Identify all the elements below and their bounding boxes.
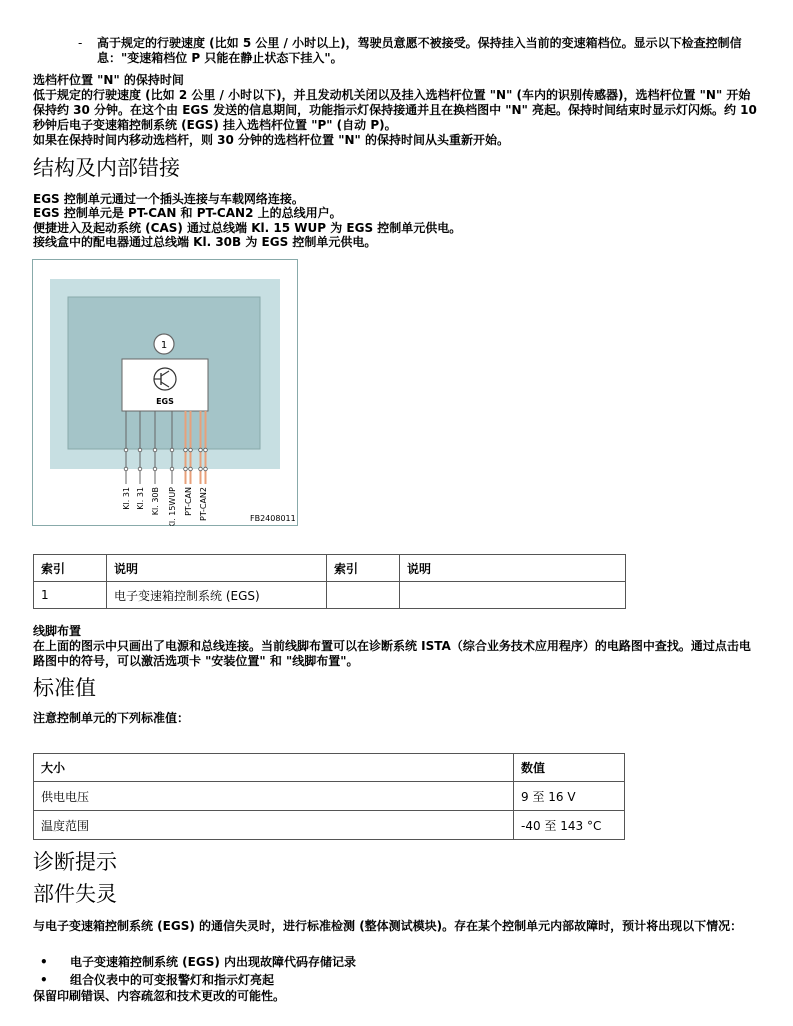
pin-label: PT-CAN2 <box>199 487 208 521</box>
hold-text-1: 低于规定的行驶速度 (比如 2 公里 / 小时以下)，并且发动机关闭以及挂入选档杆位置 "N" (车内的识别传感器)，选档杆位置 "N" 开始保持约 30 分钟。在这个由 EGS 发送的信息期间，功能指示灯保持接通并且在换档图中 "N" 亮起。保持时间结束时显示灯闪烁。约 10 秒钟后电子变速箱控制系统 (EGS) 挂入选档杆位置 "P" (自动 P)。 <box>33 88 757 132</box>
legend-table <box>33 554 626 609</box>
legend-cell <box>400 582 626 609</box>
pin-label: PT-CAN <box>184 487 193 516</box>
legend-cell <box>327 582 400 609</box>
standard-cell: 温度范围 <box>34 811 514 840</box>
hold-heading: 选档杆位置 "N" 的保持时间 <box>33 73 184 87</box>
pin-connector <box>199 467 203 471</box>
dash-marker: - <box>78 36 83 50</box>
section-diag-heading: 诊断提示 <box>33 850 117 874</box>
pin-connector <box>153 467 157 471</box>
legend-header-desc-2: 说明 <box>400 555 626 582</box>
structure-line-2: EGS 控制单元是 PT-CAN 和 PT-CAN2 上的总线用户。 <box>33 206 342 220</box>
structure-line-3: 便捷进入及起动系统 (CAS) 通过总线端 Kl. 15 WUP 为 EGS 控制单元供电。 <box>33 221 462 235</box>
pinout-text: 在上面的图示中只画出了电源和总线连接。当前线脚布置可以在诊断系统 ISTA（综合业务技术应用程序）的电路图中查找。通过点击电路图中的符号，可以激活选项卡 "安装位置" 和 "线脚布置"。 <box>33 639 751 668</box>
pin-connector <box>204 448 208 452</box>
pin-connector <box>153 448 157 452</box>
pin-label: Kl. 31 <box>122 487 131 510</box>
fail-bullet-1 <box>40 955 356 970</box>
intro-bullet-text: 高于规定的行驶速度 (比如 5 公里 / 小时以上)，驾驶员意愿不被接受。保持挂入当前的变速箱档位。显示以下检查控制信息："变速箱档位 P 只能在静止状态下挂入"。 <box>97 36 742 65</box>
standard-header-size: 大小 <box>34 754 514 782</box>
pin-connector <box>199 448 203 452</box>
section-structure-heading: 结构及内部错接 <box>33 156 180 180</box>
standard-cell: 供电电压 <box>34 782 514 811</box>
legend-cell: 1 <box>34 582 107 609</box>
pin-connector <box>138 467 142 471</box>
bullet-marker: • <box>40 973 48 987</box>
pin-connector <box>170 448 174 452</box>
figure-id: FB2408011 <box>250 514 296 523</box>
legend-header-index-1: 索引 <box>34 555 107 582</box>
pin-connector <box>138 448 142 452</box>
fail-bullet-text: 电子变速箱控制系统 (EGS) 内出现故障代码存储记录 <box>70 955 357 969</box>
pin-label: Kl. 15WUP <box>168 487 177 526</box>
section-fail-heading: 部件失灵 <box>33 882 117 906</box>
fail-bullet-text: 组合仪表中的可变报警灯和指示灯亮起 <box>70 973 275 987</box>
pin-connector <box>184 467 188 471</box>
fail-bullet-2 <box>40 973 274 988</box>
hold-text-2: 如果在保持时间内移动选档杆，则 30 分钟的选档杆位置 "N" 的保持时间从头重新开始。 <box>33 133 509 147</box>
egs-unit-label: EGS <box>156 397 174 406</box>
index-marker-label: 1 <box>160 340 168 351</box>
standard-cell: -40 至 143 °C <box>514 811 625 840</box>
standard-cell: 9 至 16 V <box>514 782 625 811</box>
legend-cell: 电子变速箱控制系统 (EGS) <box>107 582 327 609</box>
pin-connector <box>184 448 188 452</box>
egs-wiring-diagram <box>32 259 298 526</box>
legend-header-index-2: 索引 <box>327 555 400 582</box>
pin-connector <box>170 467 174 471</box>
structure-line-1: EGS 控制单元通过一个插头连接与车载网络连接。 <box>33 192 304 206</box>
structure-line-4: 接线盒中的配电器通过总线端 Kl. 30B 为 EGS 控制单元供电。 <box>33 235 377 249</box>
footer-note: 保留印刷错误、内容疏忽和技术更改的可能性。 <box>33 989 286 1003</box>
standard-table <box>33 753 625 840</box>
pin-connector <box>189 448 193 452</box>
legend-header-desc-1: 说明 <box>107 555 327 582</box>
pinout-heading: 线脚布置 <box>33 624 82 638</box>
pin-label: Kl. 30B <box>151 487 160 516</box>
standard-header-value: 数值 <box>514 754 625 782</box>
pin-label: Kl. 31 <box>136 487 145 510</box>
pin-connector <box>124 467 128 471</box>
fail-text: 与电子变速箱控制系统 (EGS) 的通信失灵时，进行标准检测 (整体测试模块)。存在某个控制单元内部故障时，预计将出现以下情况： <box>33 919 743 933</box>
bullet-marker: • <box>40 955 48 969</box>
pin-connector <box>204 467 208 471</box>
pin-connector <box>189 467 193 471</box>
pin-connector <box>124 448 128 452</box>
standard-intro: 注意控制单元的下列标准值： <box>33 711 190 725</box>
section-standard-heading: 标准值 <box>33 676 96 700</box>
